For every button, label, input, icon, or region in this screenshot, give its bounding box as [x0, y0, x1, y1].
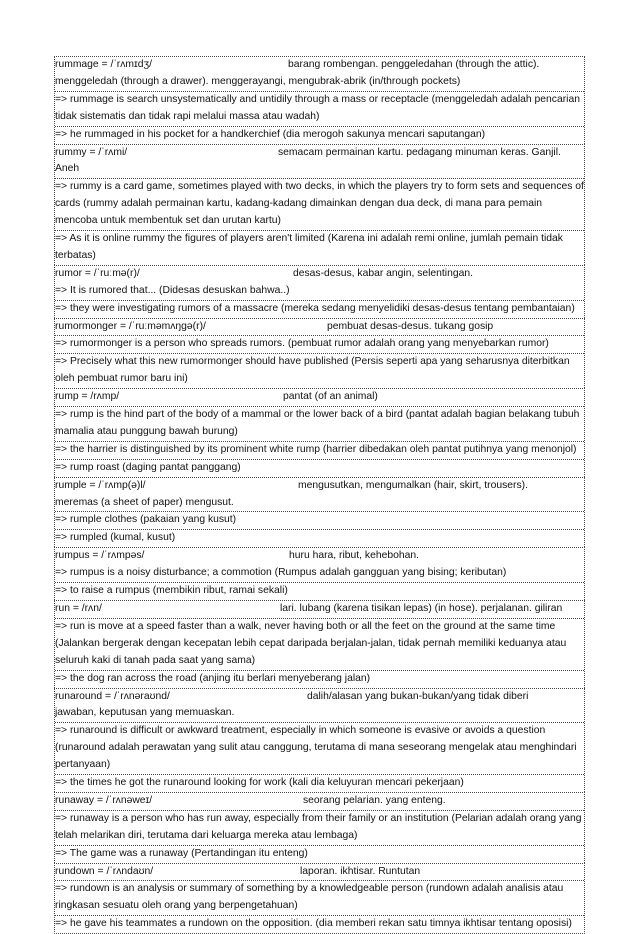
entry-rundown [54, 863, 585, 934]
entry-meaning-continued: => rumpus is a noisy disturbance; a commotion (Rumpus adalah gangguan yang bising; keributan) [55, 565, 584, 583]
entry-meaning-continued: Aneh [55, 161, 584, 179]
entry-term: rumple = /ˈrʌmp(ə)l/ [55, 479, 146, 491]
entry-example: => rump roast (daging pantat panggang) [55, 461, 241, 473]
entry-meaning: barang rombengan. penggeledahan (through the attic). [288, 59, 540, 70]
entry-head [55, 689, 584, 706]
entry-head [55, 478, 584, 495]
entry-meaning-continued: => It is rumored that... (Didesas desuskan bahwa..) [55, 283, 584, 301]
entry-meaning-continued: menggeledah (through a drawer). menggerayangi, mengubrak-abrik (in/through pockets) [55, 74, 584, 92]
entry-term: rumpus = /ˈrʌmpəs/ [55, 550, 145, 562]
entry-meaning: desas-desus, kabar angin, selentingan. [293, 267, 473, 279]
entry-meaning: dalih/alasan yang bukan-bukan/yang tidak diberi [307, 690, 529, 702]
entry-head [55, 864, 584, 882]
entry-head [55, 145, 584, 162]
entry-meaning: lari. lubang (karena tisikan lepas) (in hose). perjalanan. giliran [280, 602, 563, 614]
entry-term: rumormonger = /ˈruːməmʌŋɡə(r)/ [55, 320, 206, 332]
entry-term: run = /rʌn/ [55, 602, 102, 614]
entry-head [55, 601, 584, 619]
entry-example: => Precisely what this new rumormonger should have published (Persis seperti apa yang seharusnya diterbitkan oleh pembuat rumor baru ini) [55, 356, 570, 385]
entry-rumormonger [54, 318, 585, 389]
entry-term: rundown = /ˈrʌndaʊn/ [55, 865, 154, 877]
entry-term: rummy = /ˈrʌmi/ [55, 146, 128, 158]
entry-term: rummage = /ˈrʌmɪdʒ/ [55, 59, 152, 70]
entry-rummage [54, 56, 585, 144]
entry-example: => The game was a runaway (Pertandingan itu enteng) [55, 847, 308, 859]
entry-rump [54, 388, 585, 477]
entry-example: => he rummaged in his pocket for a handkerchief (dia merogoh sakunya mencari saputangan) [55, 128, 486, 140]
entry-term: runaround = /ˈrʌnəraʊnd/ [55, 690, 170, 702]
entry-rummy [54, 144, 585, 265]
entry-meaning: pantat (of an animal) [283, 391, 378, 403]
entry-meaning: huru hara, ribut, kehebohan. [289, 550, 419, 562]
entry-meaning-continued: meremas (a sheet of paper) mengusut. [55, 495, 584, 513]
entry-example: => rumpled (kumal, kusut) [55, 532, 176, 544]
entry-example: => rummy is a card game, sometimes played with two decks, in which the players try to form sets and sequences of cards (rummy adalah permainan kartu, kadang-kadang dimainkan dengan dua deck, di mana para pemain mencoba untuk membentuk set dan urutan kartu) [55, 179, 584, 231]
glossary-document [54, 56, 585, 934]
entry-head [55, 793, 584, 811]
entry-meaning-continued: jawaban, keputusan yang memuaskan. [55, 705, 584, 723]
entry-example: => the times he got the runaround looking for work (kali dia keluyuran mencari pekerjaan) [55, 777, 464, 789]
entry-example: => to raise a rumpus (membikin ribut, ramai sekali) [55, 585, 288, 597]
entry-meaning: semacam permainan kartu. pedagang minuman keras. Ganjil. [278, 146, 561, 158]
entry-run [54, 600, 585, 688]
entry-rumple [54, 477, 585, 548]
entry-example: => rundown is an analysis or summary of something by a knowledgeable person (rundown adalah analisis atau ringkasan sesuatu oleh orang yang berpengetahuan) [55, 881, 584, 916]
entry-meaning: pembuat desas-desus. tukang gosip [327, 320, 494, 332]
entry-example: => rumormonger is a person who spreads rumors. (pembuat rumor adalah orang yang menyebarkan rumor) [55, 336, 584, 354]
entry-example: => rumple clothes (pakaian yang kusut) [55, 512, 584, 530]
entry-runaround [54, 688, 585, 792]
entry-term: rumor = /ˈruːmə(r)/ [55, 267, 140, 279]
entry-meaning: seorang pelarian. yang enteng. [303, 794, 446, 806]
entry-meaning: mengusutkan, mengumalkan (hair, skirt, trousers). [298, 479, 528, 491]
entry-term: runaway = /ˈrʌnəweɪ/ [55, 794, 153, 806]
entry-meaning: laporan. ikhtisar. Runtutan [300, 865, 421, 877]
entry-example: => the dog ran across the road (anjing itu berlari menyeberang jalan) [55, 672, 371, 684]
entry-example: => runaround is difficult or awkward treatment, especially in which someone is evasive or avoids a question (runaround adalah perawatan yang sulit atau canggung, terutama di mana seseorang mengelak atau menghindari pertanyaan) [55, 723, 584, 775]
entry-runaway [54, 792, 585, 863]
entry-example: => runaway is a person who has run away, especially from their family or an institution (Pelarian adalah orang yang telah melarikan diri, terutama dari keluarga mereka atau lembaga) [55, 811, 584, 846]
entry-example: => rump is the hind part of the body of a mammal or the lower back of a bird (pantat adalah bagian belakang tubuh mamalia atau punggung bawah burung) [55, 407, 584, 442]
entry-head [55, 319, 584, 337]
entry-head [55, 57, 584, 74]
entry-example: => he gave his teammates a rundown on the opposition. (dia memberi rekan satu timnya ikhtisar tentang oposisi) [55, 918, 572, 930]
entry-rumpus [54, 547, 585, 600]
entry-head [55, 548, 584, 565]
entry-head [55, 266, 584, 283]
entry-head [55, 389, 584, 407]
entry-example: => they were investigating rumors of a massacre (mereka sedang menyelidiki desas-desus tentang pembantaian) [55, 302, 575, 314]
entry-term: rump = /rʌmp/ [55, 391, 120, 403]
entry-example: => the harrier is distinguished by its prominent white rump (harrier dibedakan oleh pantat putihnya yang menonjol) [55, 442, 584, 460]
entry-example: => As it is online rummy the figures of players aren't limited (Karena ini adalah remi online, jumlah pemain tidak terbatas) [55, 233, 563, 261]
entry-example: => rummage is search unsystematically and untidily through a mass or receptacle (menggeledah adalah pencarian tidak sistematis dan tidak rapi melalui massa atau wadah) [55, 92, 584, 127]
entry-rumor [54, 265, 585, 318]
entry-example: => run is move at a speed faster than a walk, never having both or all the feet on the ground at the same time (Jalankan bergerak dengan kecepatan lebih cepat daripada berjalan-jalan, tidak pernah memiliki keduanya atau seluruh kaki di tanah pada saat yang sama) [55, 619, 584, 671]
